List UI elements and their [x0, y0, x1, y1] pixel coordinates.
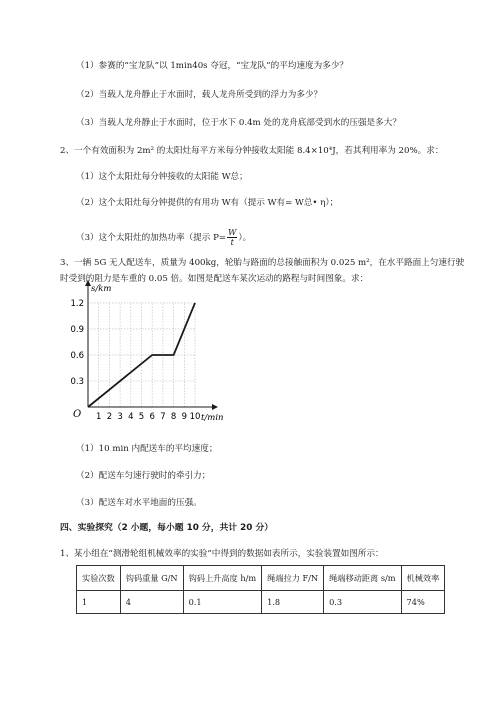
x-tick-label: 1	[95, 412, 102, 422]
q3-sub2: （2）配送车匀速行驶时的牵引力；	[76, 471, 211, 481]
q2-sub1: （1）这个太阳灶每分钟接收的太阳能 W总；	[76, 172, 248, 182]
x-tick-label: 10	[189, 412, 201, 422]
q2-sub3	[76, 228, 251, 247]
q2-sub2: （2）这个太阳灶每分钟提供的有用功 W有（提示 W有= W总• η）；	[76, 198, 339, 208]
table-header-row	[77, 566, 445, 591]
x-tick-label: 9	[181, 412, 188, 422]
q-top-sub2: （2）当载人龙舟静止于水面时，载人龙舟所受到的浮力为多少？	[76, 90, 323, 100]
table-header-cell: 实验次数	[77, 566, 121, 591]
y-tick-label: 0.6	[70, 350, 84, 361]
q2-sub3-prefix: （3）这个太阳灶的加热功率（提示 P=	[76, 233, 227, 243]
x-tick-label: 3	[117, 412, 123, 422]
x-tick-label: 4	[128, 412, 134, 422]
q3-stem-line1: 3、一辆 5G 无人配送车，质量为 400kg，轮胎与路面的总接触面积为 0.025 m²，在水平路面上匀速行驶	[60, 258, 465, 268]
table-header-cell: 绳端拉力 F/N	[262, 566, 324, 591]
origin-label: O	[73, 409, 82, 420]
experiment-data-table	[76, 565, 445, 614]
y-tick-label: 1.2	[70, 298, 84, 309]
q3-sub3: （3）配送车对水平地面的压强。	[76, 498, 202, 508]
table-header-cell: 绳端移动距离 s/m	[324, 566, 401, 591]
table-header-cell: 钩码重量 G/N	[120, 566, 183, 591]
table-cell: 1	[77, 591, 121, 614]
graph-grid	[88, 303, 195, 407]
fraction-denominator: t	[230, 238, 234, 247]
q-top-sub3: （3）当载人龙舟静止于水面时，位于水下 0.4m 处的龙舟底部受到水的压强是多大？	[76, 118, 401, 128]
q2-sub3-suffix: ）。	[238, 233, 252, 243]
y-tick-label: 0.3	[70, 376, 84, 387]
q3-sub1: （1）10 min 内配送车的平均速度；	[76, 444, 218, 454]
x-axis-label: t/min	[201, 413, 224, 423]
x-tick-label: 7	[160, 412, 166, 422]
table-cell: 0.1	[183, 591, 262, 614]
table-header-cell: 机械效率	[401, 566, 445, 591]
table-cell: 0.3	[324, 591, 401, 614]
y-axis-label: s/km	[91, 283, 112, 294]
fraction-numerator: W	[228, 228, 237, 237]
table-row	[77, 591, 445, 614]
x-tick-label: 5	[138, 412, 145, 422]
graph-ticks	[70, 299, 200, 422]
table-cell: 74%	[401, 591, 445, 614]
table-cell: 4	[120, 591, 183, 614]
x-tick-label: 8	[170, 412, 177, 422]
power-formula-fraction	[227, 228, 237, 247]
table-header-cell: 钩码上升高度 h/m	[183, 566, 262, 591]
y-tick-label: 0.9	[70, 324, 84, 335]
q3-stem-line2: 时受到的阻力是车重的 0.05 倍。如图是配送车某次运动的路程与时间图象。求：	[60, 274, 369, 284]
section-4-title: 四、实验探究（2 小题，每小题 10 分，共计 20 分）	[60, 523, 274, 533]
x-tick-label: 2	[106, 412, 113, 422]
q2-stem: 2、一个有效面积为 2m² 的太阳灶每平方米每分钟接收太阳能 8.4×10⁴J，若其利用率为 20%。求：	[60, 146, 444, 156]
q-top-sub1: （1）参赛的“宝龙队”以 1min40s 夺冠，“宝龙队”的平均速度为多少？	[76, 61, 349, 71]
section4-q1-stem: 1、某小组在“测滑轮组机械效率的实验”中得到的数据如表所示，实验装置如图所示：	[60, 549, 384, 559]
x-tick-label: 6	[149, 412, 155, 422]
distance-time-graph	[60, 283, 240, 434]
table-cell: 1.8	[262, 591, 324, 614]
